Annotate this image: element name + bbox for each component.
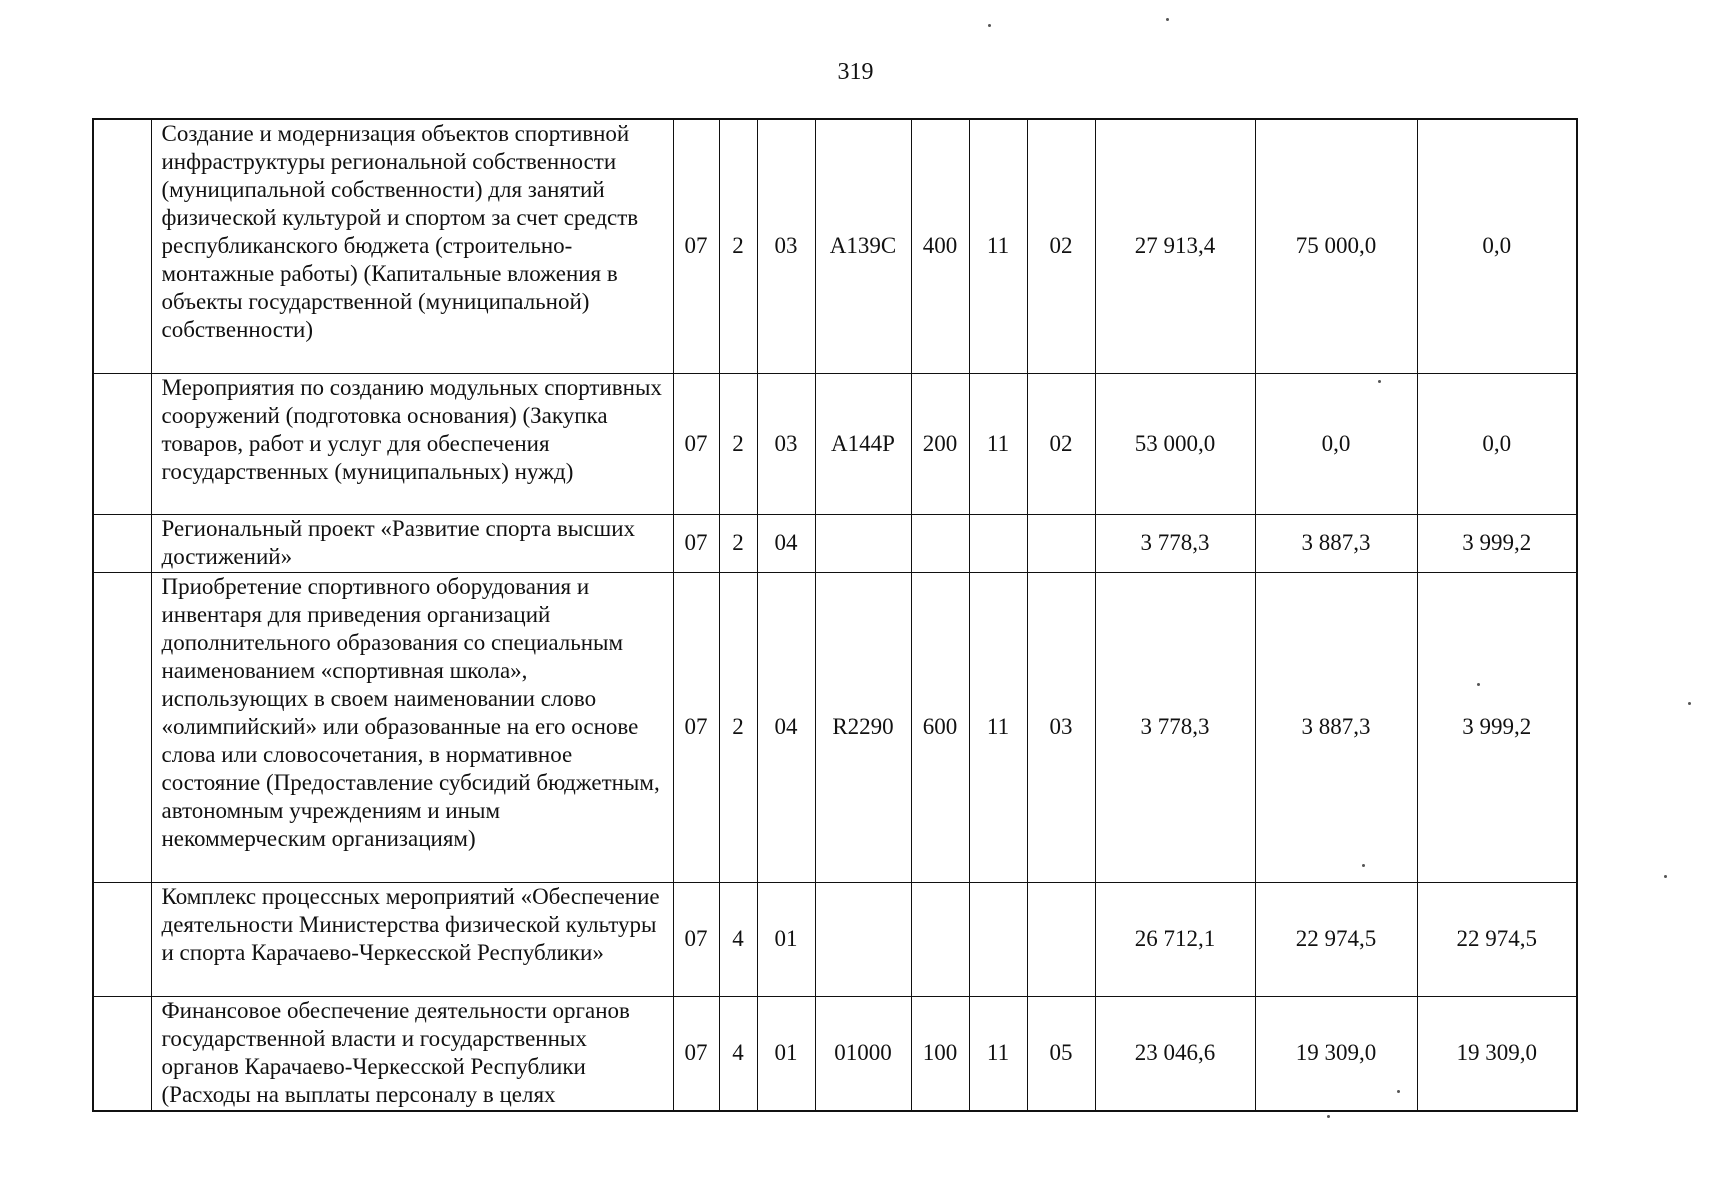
row-name-cell: Мероприятия по созданию модульных спортивных сооружений (подготовка основания) (Закупка товаров, работ и услуг для обеспечения государственных (муниципальных) нужд) (151, 373, 673, 514)
sum-1-cell: 3 778,3 (1095, 514, 1255, 572)
event-cell: 04 (757, 514, 815, 572)
table-row (93, 514, 1577, 572)
expense-type-cell: 200 (911, 373, 969, 514)
scan-speck (1664, 875, 1667, 878)
event-cell: 04 (757, 572, 815, 882)
subsection-cell (1027, 514, 1095, 572)
subsection-cell: 05 (1027, 996, 1095, 1111)
subprogram-cell: 2 (719, 514, 757, 572)
section-cell: 11 (969, 996, 1027, 1111)
section-cell: 11 (969, 373, 1027, 514)
event-cell: 03 (757, 373, 815, 514)
expense-type-cell (911, 882, 969, 996)
section-cell: 11 (969, 572, 1027, 882)
section-cell (969, 514, 1027, 572)
sum-1-cell: 3 778,3 (1095, 572, 1255, 882)
table-row (93, 119, 1577, 373)
direction-cell: 01000 (815, 996, 911, 1111)
table-row (93, 572, 1577, 882)
sum-3-cell: 0,0 (1417, 373, 1577, 514)
sum-3-cell: 3 999,2 (1417, 572, 1577, 882)
subsection-cell: 03 (1027, 572, 1095, 882)
event-cell: 01 (757, 996, 815, 1111)
section-cell (969, 882, 1027, 996)
row-name-cell: Финансовое обеспечение деятельности органов государственной власти и государственных органов Карачаево-Черкесской Республики (Расходы на выплаты персоналу в целях (151, 996, 673, 1111)
expense-type-cell: 600 (911, 572, 969, 882)
sum-2-cell: 3 887,3 (1255, 514, 1417, 572)
sum-2-cell: 0,0 (1255, 373, 1417, 514)
sum-1-cell: 23 046,6 (1095, 996, 1255, 1111)
subprogram-cell: 4 (719, 996, 757, 1111)
row-name-cell: Создание и модернизация объектов спортивной инфраструктуры региональной собственности (муниципальной собственности) для занятий физической культурой и спортом за счет средств республиканского бюджета (строительно-монтажные работы) (Капитальные вложения в объекты государственной (муниципальной) собственности) (151, 119, 673, 373)
row-index-cell (93, 996, 151, 1111)
subsection-cell (1027, 882, 1095, 996)
subsection-cell: 02 (1027, 119, 1095, 373)
section-cell: 11 (969, 119, 1027, 373)
sum-3-cell: 19 309,0 (1417, 996, 1577, 1111)
expense-type-cell (911, 514, 969, 572)
subprogram-cell: 2 (719, 572, 757, 882)
sum-3-cell: 22 974,5 (1417, 882, 1577, 996)
scan-speck (1688, 702, 1691, 705)
sum-3-cell: 0,0 (1417, 119, 1577, 373)
scan-speck (1378, 380, 1381, 383)
direction-cell: R2290 (815, 572, 911, 882)
direction-cell (815, 514, 911, 572)
program-cell: 07 (673, 572, 719, 882)
row-name-cell: Региональный проект «Развитие спорта высших достижений» (151, 514, 673, 572)
sum-2-cell: 75 000,0 (1255, 119, 1417, 373)
program-cell: 07 (673, 996, 719, 1111)
subprogram-cell: 4 (719, 882, 757, 996)
sum-2-cell: 3 887,3 (1255, 572, 1417, 882)
row-index-cell (93, 514, 151, 572)
event-cell: 01 (757, 882, 815, 996)
table-row (93, 373, 1577, 514)
page-number: 319 (837, 59, 874, 85)
scan-speck (988, 24, 991, 27)
direction-cell (815, 882, 911, 996)
direction-cell: A144P (815, 373, 911, 514)
scan-speck (1166, 18, 1169, 21)
direction-cell: A139C (815, 119, 911, 373)
program-cell: 07 (673, 119, 719, 373)
row-name-cell: Приобретение спортивного оборудования и инвентаря для приведения организаций дополнительного образования со специальным наименованием «спортивная школа», использующих в своем наименовании слово «олимпийский» или образованные на его основе слова или словосочетания, в нормативное состояние (Предоставление субсидий бюджетным, автономным учреждениям и иным некоммерческим организациям) (151, 572, 673, 882)
program-cell: 07 (673, 373, 719, 514)
subprogram-cell: 2 (719, 119, 757, 373)
program-cell: 07 (673, 514, 719, 572)
scan-speck (1397, 1090, 1400, 1093)
scan-speck (1477, 683, 1480, 686)
sum-2-cell: 22 974,5 (1255, 882, 1417, 996)
sum-2-cell: 19 309,0 (1255, 996, 1417, 1111)
program-cell: 07 (673, 882, 719, 996)
sum-1-cell: 53 000,0 (1095, 373, 1255, 514)
subsection-cell: 02 (1027, 373, 1095, 514)
row-name-cell: Комплекс процессных мероприятий «Обеспечение деятельности Министерства физической культуры и спорта Карачаево-Черкесской Республики» (151, 882, 673, 996)
table-row (93, 882, 1577, 996)
budget-table (92, 118, 1578, 1112)
sum-3-cell: 3 999,2 (1417, 514, 1577, 572)
subprogram-cell: 2 (719, 373, 757, 514)
table-row (93, 996, 1577, 1111)
row-index-cell (93, 572, 151, 882)
event-cell: 03 (757, 119, 815, 373)
expense-type-cell: 100 (911, 996, 969, 1111)
sum-1-cell: 26 712,1 (1095, 882, 1255, 996)
scan-speck (1327, 1115, 1330, 1118)
row-index-cell (93, 373, 151, 514)
row-index-cell (93, 119, 151, 373)
sum-1-cell: 27 913,4 (1095, 119, 1255, 373)
expense-type-cell: 400 (911, 119, 969, 373)
scan-speck (1362, 864, 1365, 867)
row-index-cell (93, 882, 151, 996)
